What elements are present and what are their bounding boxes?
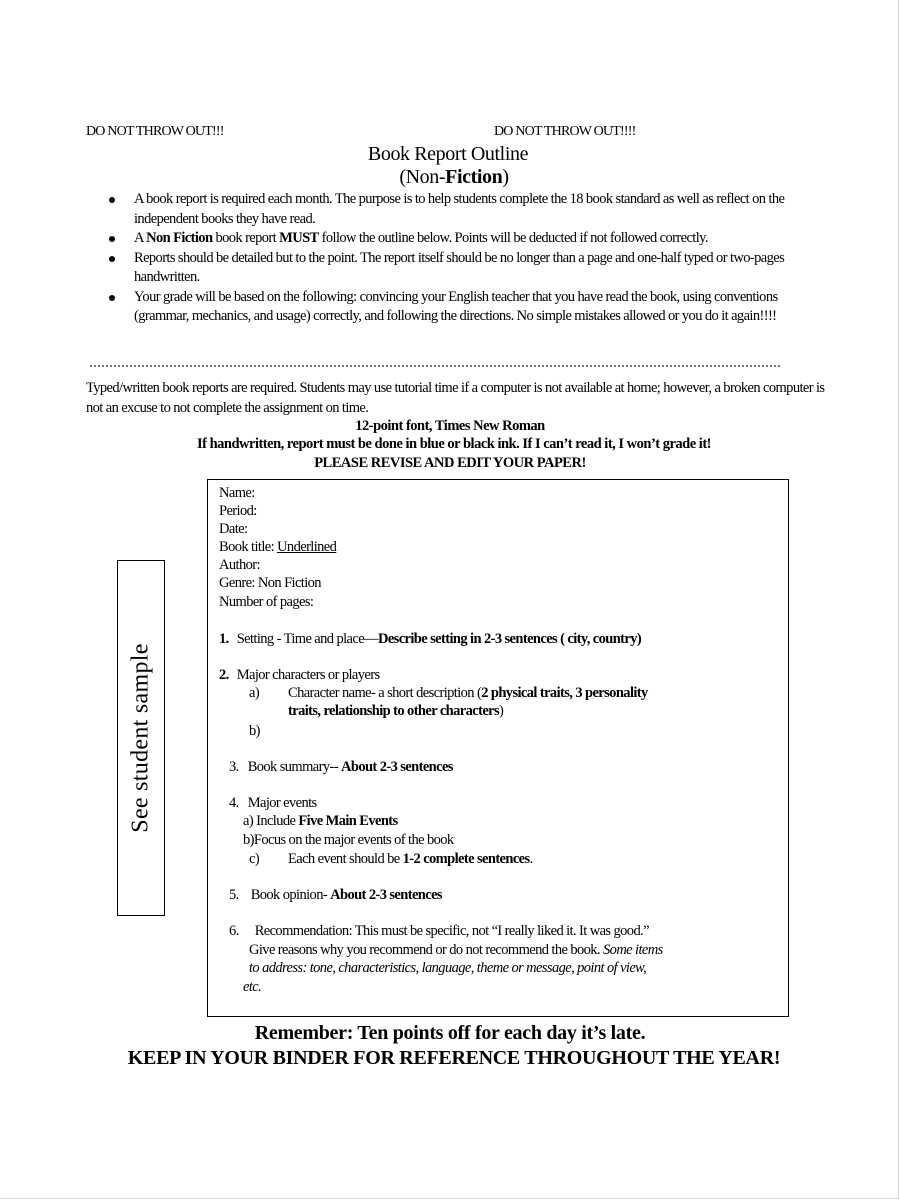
requirements-list: [108, 190, 828, 327]
event-c: Each event should be 1-2 complete sentences.: [288, 851, 533, 867]
character-a-cont: traits, relationship to other characters): [288, 703, 504, 719]
field-period: Period:: [219, 503, 257, 519]
field-author: Author:: [219, 557, 260, 573]
list-item: A Non Fiction book report MUST follow the outline below. Points will be deducted if not followed correctly.: [108, 229, 828, 249]
character-a-label: a): [249, 685, 260, 701]
bullet-icon: [109, 256, 115, 262]
field-name: Name:: [219, 485, 255, 501]
student-sample-label: See student sample: [127, 643, 154, 833]
section-characters: 2. Major characters or players: [219, 667, 380, 683]
recommendation-line-4: etc.: [243, 979, 262, 995]
bullet-icon: [109, 236, 115, 242]
list-item: Your grade will be based on the following: convincing your English teacher that you have read the book, using conventions (grammar, mechanics, and usage) correctly, and following the directions. No simple mistakes allowed or you do it again!!!!: [108, 288, 828, 327]
section-summary: 3. Book summary-- About 2-3 sentences: [229, 759, 453, 775]
instructions-paragraph: Typed/written book reports are required. Students may use tutorial time if a computer is not available at home; however, a broken computer is not an excuse to not complete the assignment on time.: [86, 380, 825, 416]
bullet-icon: [109, 295, 115, 301]
field-genre: Genre: Non Fiction: [219, 575, 321, 591]
late-policy: Remember: Ten points off for each day it’s late.: [254, 1022, 646, 1044]
list-item: Reports should be detailed but to the point. The report itself should be no longer than a page and one-half typed or two-pages handwritten.: [108, 249, 828, 288]
character-b-label: b): [249, 723, 260, 739]
section-events: 4. Major events: [229, 795, 317, 811]
event-c-label: c): [249, 851, 260, 867]
field-book-title: Book title: Underlined: [219, 539, 337, 555]
student-sample-box: [117, 560, 165, 916]
ink-requirement: If handwritten, report must be done in blue or black ink. If I can’t read it, I won’t grade it!: [197, 436, 711, 452]
warning-right: DO NOT THROW OUT!!!!: [494, 124, 636, 139]
event-a: a) Include Five Main Events: [243, 813, 398, 829]
recommendation-line-3: to address: tone, characteristics, language, theme or message, point of view,: [249, 960, 647, 976]
list-item: A book report is required each month. The purpose is to help students complete the 18 book standard as well as reflect on the independent books they have read.: [108, 190, 828, 229]
section-setting: 1. Setting - Time and place—Describe setting in 2-3 sentences ( city, country): [219, 631, 642, 647]
outline-box: [207, 479, 789, 1017]
character-a: Character name- a short description (2 physical traits, 3 personality: [288, 685, 648, 701]
font-requirement: 12-point font, Times New Roman: [355, 418, 545, 434]
field-date: Date:: [219, 521, 248, 537]
keep-notice: KEEP IN YOUR BINDER FOR REFERENCE THROUGHOUT THE YEAR!: [127, 1047, 781, 1069]
warning-left: DO NOT THROW OUT!!!: [86, 124, 224, 139]
field-pages: Number of pages:: [219, 594, 314, 610]
revise-notice: PLEASE REVISE AND EDIT YOUR PAPER!: [314, 455, 586, 471]
page-subtitle: (Non-Fiction): [399, 166, 509, 188]
event-b: b)Focus on the major events of the book: [243, 832, 454, 848]
recommendation-line-2: Give reasons why you recommend or do not recommend the book. Some items: [249, 942, 663, 958]
dotted-divider: [90, 365, 780, 367]
section-opinion: 5. Book opinion- About 2-3 sentences: [229, 887, 442, 903]
bullet-icon: [109, 197, 115, 203]
section-recommendation: 6. Recommendation: This must be specific, not “I really liked it. It was good.”: [229, 923, 649, 939]
page-title: Book Report Outline: [367, 143, 529, 165]
